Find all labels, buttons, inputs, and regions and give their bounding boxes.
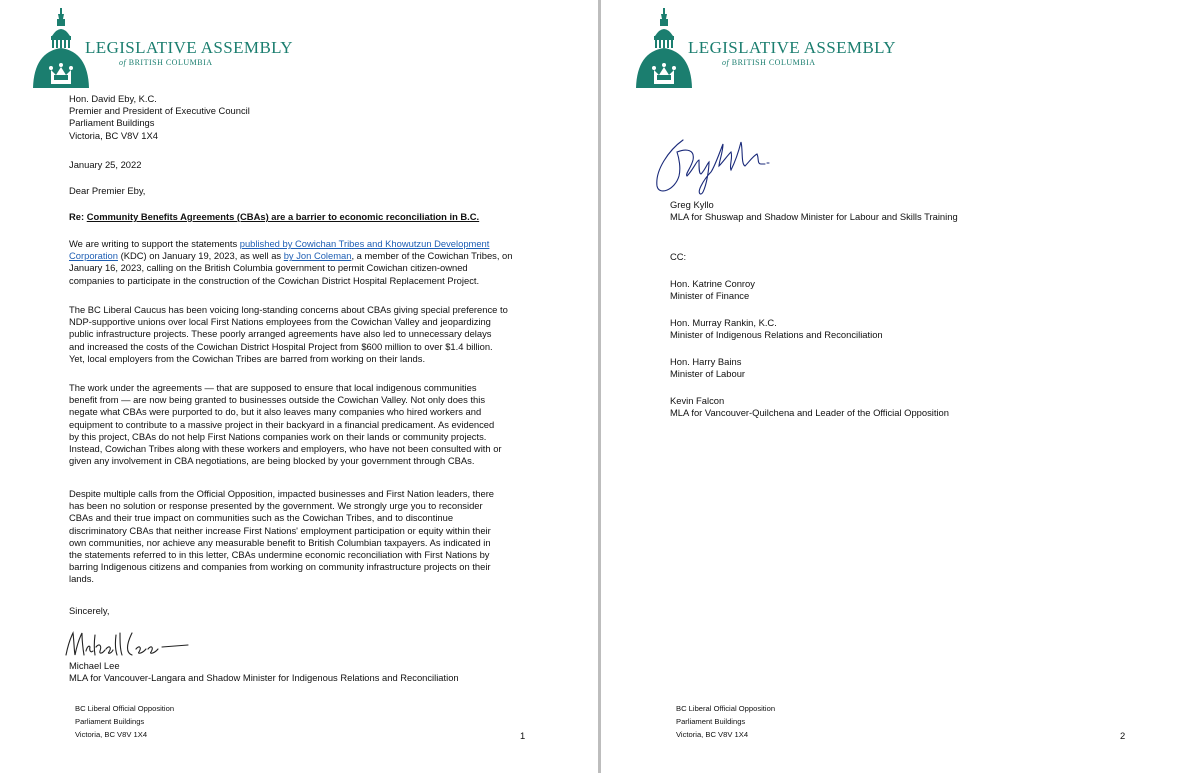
page-footer: BC Liberal Official Opposition Parliament Buildings Victoria, BC V8V 1X4 [75, 704, 175, 739]
signer-title: MLA for Vancouver-Langara and Shadow Minister for Indigenous Relations and Reconciliation [69, 672, 459, 684]
signature-greg-kyllo [649, 130, 779, 200]
letter-page-2 [601, 0, 1200, 773]
signature-michael-lee [62, 627, 192, 663]
signer-block [69, 660, 539, 684]
cc-entry: Hon. Murray Rankin, K.C. Minister of Indigenous Relations and Reconciliation [670, 317, 883, 341]
cowichan-statement-link-cont[interactable]: Corporation [69, 250, 118, 262]
legislature-dome-icon [30, 8, 92, 92]
letter-date: January 25, 2022 [69, 159, 142, 170]
closing: Sincerely, [69, 605, 110, 616]
salutation: Dear Premier Eby, [69, 185, 146, 196]
page-number: 1 [520, 730, 526, 741]
page-number: 2 [1120, 730, 1126, 741]
signer-name: Michael Lee [69, 660, 120, 671]
signer-block [670, 199, 1140, 223]
letter-page-1 [0, 0, 598, 773]
page-footer: BC Liberal Official Opposition Parliament Buildings Victoria, BC V8V 1X4 [676, 704, 776, 739]
jon-coleman-link[interactable]: by Jon Coleman [283, 250, 352, 262]
legislature-dome-icon [633, 8, 695, 92]
letterhead-title: LEGISLATIVE ASSEMBLY [85, 38, 293, 57]
letterhead-subtitle: of BRITISH COLUMBIA [119, 58, 213, 67]
signer-name: Greg Kyllo [670, 199, 714, 210]
letterhead-title: LEGISLATIVE ASSEMBLY [688, 38, 896, 57]
cc-entry: Kevin Falcon MLA for Vancouver-Quilchena and Leader of the Official Opposition [670, 395, 949, 419]
paragraph-2: The BC Liberal Caucus has been voicing long-standing concerns about CBAs giving special preference to NDP-supportive unions over local First Nations employees from the Cowichan Valley and jeopardizing public infrastructure projects. These poorly arranged agreements have also led to unnecessary delays and increased the costs of the Cowichan District Hospital Project from $600 million to over $1.4 billion. Yet, local employers from the Cowichan Tribes are barred from working on their lands. [69, 304, 508, 364]
paragraph-4: Despite multiple calls from the Official Opposition, impacted businesses and First Nation leaders, there has been no solution or response presented by the government. We strongly urge you to reconsider CBAs and their true impact on communities such as the Cowichan Tribes, and to discontinue discriminatory CBAs that neither increase First Nations' employment participation or equity within their own communities, nor achieve any measurable benefit to British Columbian taxpayers. As indicated in the statements referred to in this letter, CBAs undermine economic reconciliation with First Nations by barring Indigenous citizens and companies from working on community infrastructure projects on their lands. [69, 488, 495, 585]
cowichan-statement-link[interactable]: published by Cowichan Tribes and Khowutzun Development [239, 238, 490, 249]
cc-label: CC: [670, 251, 687, 262]
paragraph-3: The work under the agreements — that are supposed to ensure that local indigenous communities benefit from — are now being granted to businesses outside the Cowichan Valley. Not only does this negate what CBAs were purported to do, but it also leaves many companies who hired workers and equipment to contribute to a massive project in their backyard in a financial predicament. As evidenced by this project, CBAs do not help First Nations companies work on their lands or community projects. Instead, Cowichan Tribes along with these workers and employers, who have not been consulted with or given any involvement in CBA negotiations, are being blocked by your government through CBAs. [69, 382, 502, 467]
paragraph-1: We are writing to support the statements published by Cowichan Tribes and Khowutzun Development Corporation (KDC) on January 19, 2023, as well as by Jon Coleman, a member of the Cowichan Tribes, on January 16, 2023, calling on the British Columbia government to permit Cowichan citizen-owned companies to participate in the construction of the Cowichan District Hospital Replacement Project. [69, 238, 513, 286]
cc-entry: Hon. Harry Bains Minister of Labour [670, 356, 746, 380]
recipient-address: Hon. David Eby, K.C. Premier and President of Executive Council Parliament Buildings Victoria, BC V8V 1X4 [69, 93, 250, 141]
subject-line: Re: Community Benefits Agreements (CBAs) are a barrier to economic reconciliation in B.C. [69, 211, 480, 222]
cc-entry: Hon. Katrine Conroy Minister of Finance [670, 278, 755, 302]
signer-title: MLA for Shuswap and Shadow Minister for Labour and Skills Training [670, 211, 958, 223]
letterhead-subtitle: of BRITISH COLUMBIA [722, 58, 816, 67]
